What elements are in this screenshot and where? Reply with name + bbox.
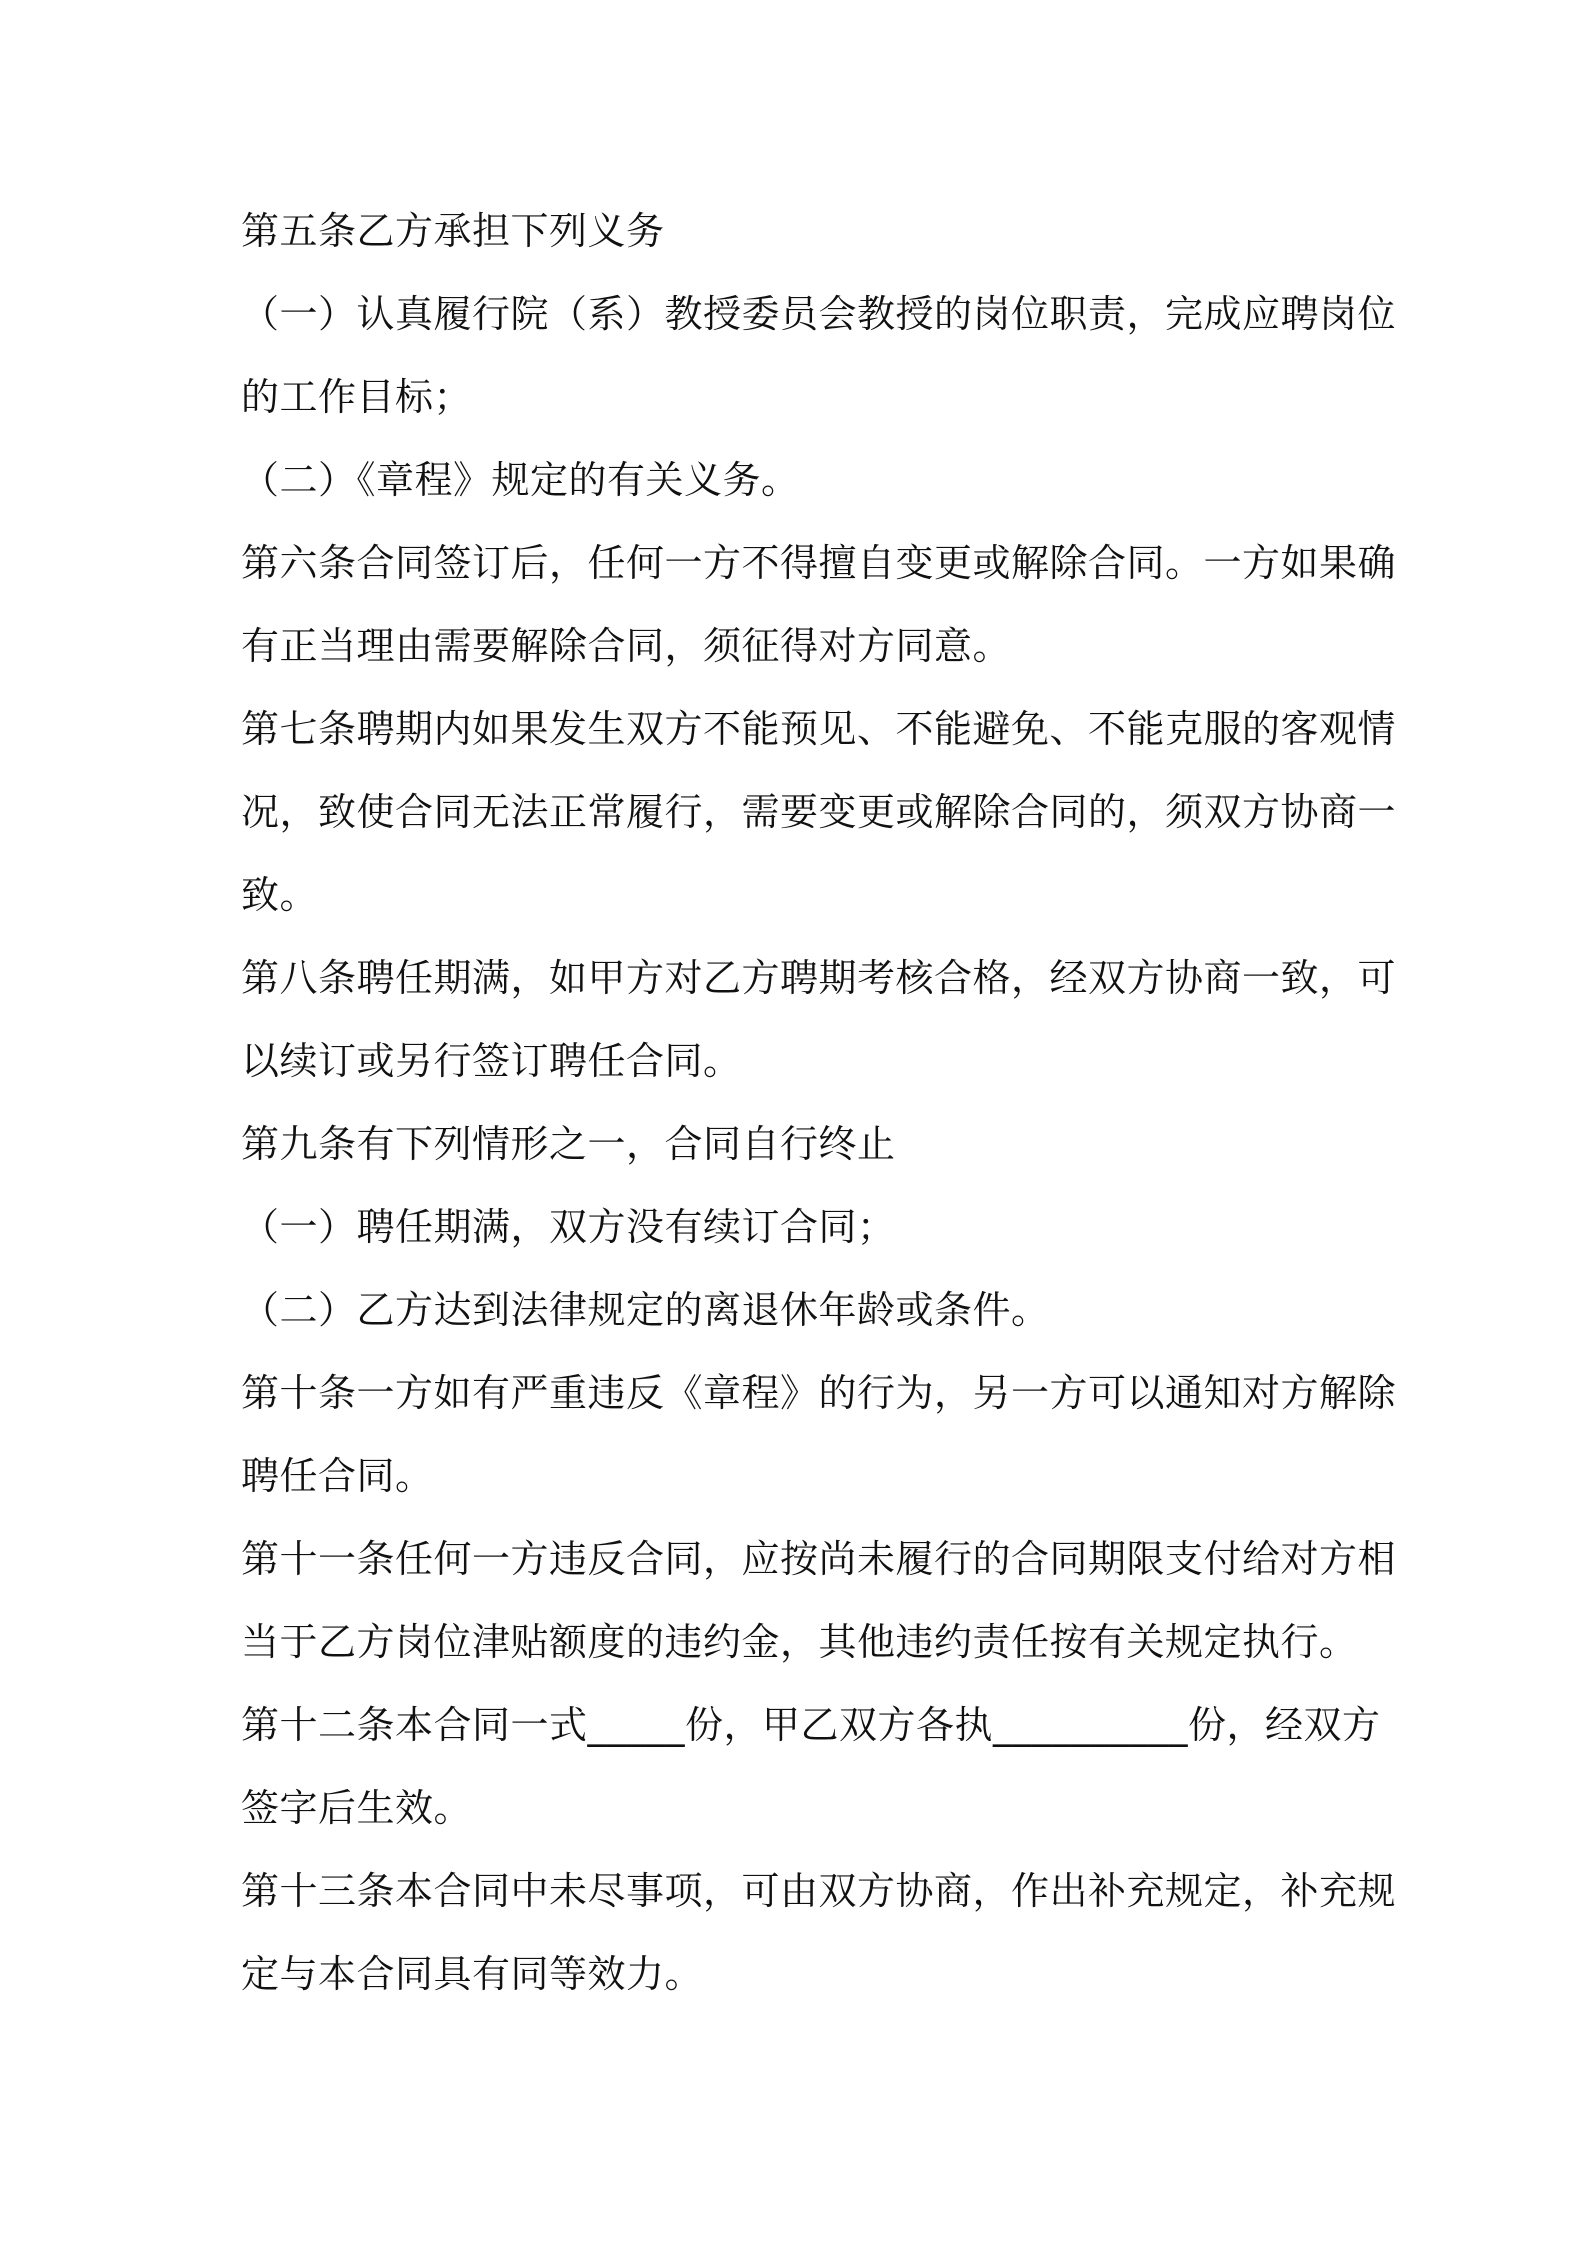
article-11-line-2: 当于乙方岗位津贴额度的违约金，其他违约责任按有关规定执行。 (241, 1620, 1358, 1664)
article-13-line-2: 定与本合同具有同等效力。 (241, 1952, 704, 1996)
article-7-line-2: 况，致使合同无法正常履行，需要变更或解除合同的，须双方协商一 (241, 790, 1397, 834)
article-13-line-1: 第十三条本合同中未尽事项，可由双方协商，作出补充规定，补充规 (241, 1869, 1397, 1913)
article-5-item-1-line-2: 的工作目标； (241, 375, 473, 419)
article-5-item-1-line-1: （一）认真履行院（系）教授委员会教授的岗位职责，完成应聘岗位 (241, 292, 1397, 336)
article-7-line-1: 第七条聘期内如果发生双方不能预见、不能避免、不能克服的客观情 (241, 707, 1397, 751)
article-11-line-1: 第十一条任何一方违反合同，应按尚未履行的合同期限支付给对方相 (241, 1537, 1397, 1581)
article-7-line-3: 致。 (241, 873, 319, 917)
article-5-item-2: （二）《章程》规定的有关义务。 (241, 458, 800, 502)
article-6-line-2: 有正当理由需要解除合同，须征得对方同意。 (241, 624, 1012, 668)
article-6-line-1: 第六条合同签订后，任何一方不得擅自变更或解除合同。一方如果确 (241, 541, 1397, 585)
contract-text (241, 190, 1397, 2016)
article-9-item-2: （二）乙方达到法律规定的离退休年龄或条件。 (241, 1288, 1050, 1332)
article-9-heading: 第九条有下列情形之一，合同自行终止 (241, 1122, 896, 1166)
article-8-line-1: 第八条聘任期满，如甲方对乙方聘期考核合格，经双方协商一致，可 (241, 956, 1397, 1000)
article-10-line-1: 第十条一方如有严重违反《章程》的行为，另一方可以通知对方解除 (241, 1371, 1397, 1415)
article-12-line-1: 第十二条本合同一式_____份，甲乙双方各执__________份，经双方 (241, 1703, 1381, 1747)
article-9-item-1: （一）聘任期满，双方没有续订合同； (241, 1205, 896, 1249)
article-5-heading: 第五条乙方承担下列义务 (241, 209, 665, 253)
article-8-line-2: 以续订或另行签订聘任合同。 (241, 1039, 742, 1083)
article-10-line-2: 聘任合同。 (241, 1454, 434, 1498)
article-12-line-2: 签字后生效。 (241, 1786, 473, 1830)
